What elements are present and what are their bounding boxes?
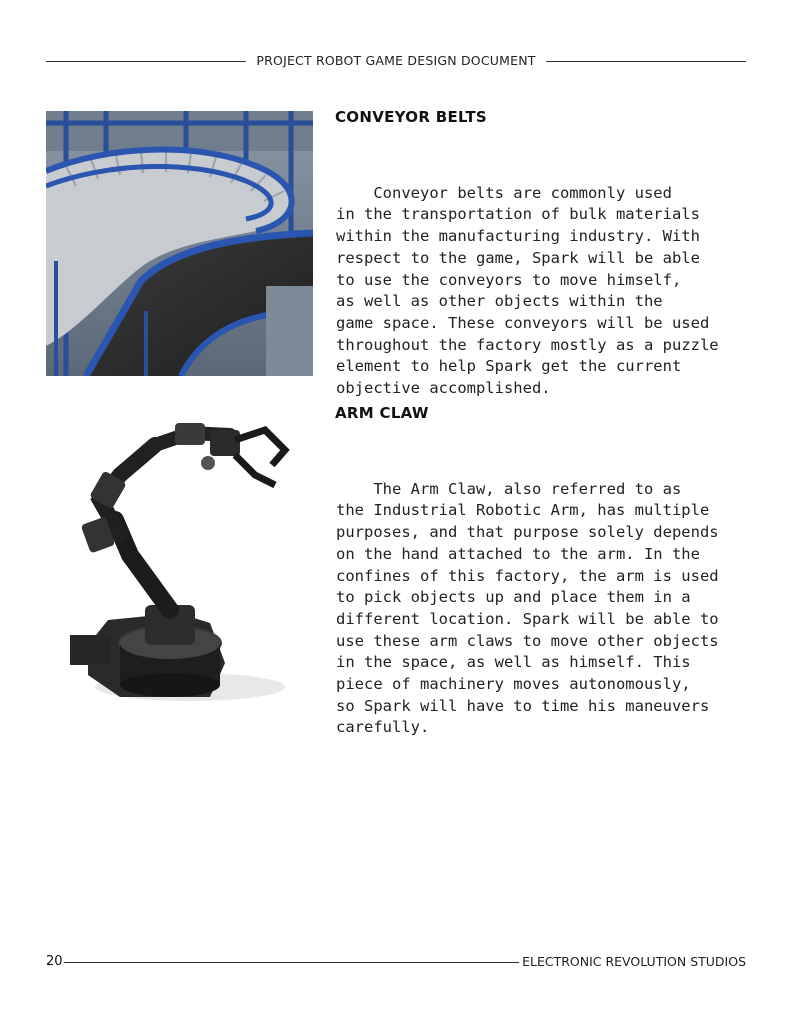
page-number: 20 [46, 954, 63, 969]
conveyor-belt-photo [46, 111, 313, 376]
text-line: element to help Spark get the current [336, 357, 682, 376]
text-line: purposes, and that purpose solely depends [336, 523, 719, 542]
conveyor-belts-text [336, 161, 756, 421]
header-rule-right [546, 61, 746, 62]
text-line: in the space, as well as himself. This [336, 653, 691, 672]
text-line: within the manufacturing industry. With [336, 227, 700, 246]
text-line: use these arm claws to move other objects [336, 631, 719, 650]
text-line: confines of this factory, the arm is used [336, 566, 719, 585]
text-line: the Industrial Robotic Arm, has multiple [336, 501, 710, 520]
text-line: Conveyor belts are commonly used [336, 183, 672, 202]
text-line: carefully. [336, 718, 430, 737]
text-line: to pick objects up and place them in a [336, 588, 691, 607]
text-line: piece of machinery moves autonomously, [336, 675, 691, 694]
studio-name: ELECTRONIC REVOLUTION STUDIOS [522, 954, 746, 969]
text-line: in the transportation of bulk materials [336, 205, 700, 224]
text-line: throughout the factory mostly as a puzzle [336, 335, 719, 354]
text-line: so Spark will have to time his maneuvers [336, 696, 710, 715]
robotic-arm-photo [60, 405, 295, 715]
text-line: as well as other objects within the [336, 292, 663, 311]
document-title: PROJECT ROBOT GAME DESIGN DOCUMENT [256, 53, 536, 68]
page-footer [46, 952, 746, 974]
header-rule-left [46, 61, 246, 62]
page-header [46, 50, 746, 72]
text-line: objective accomplished. [336, 379, 551, 398]
arm-claw-text [336, 457, 756, 761]
text-line: different location. Spark will be able to [336, 609, 719, 628]
text-line: The Arm Claw, also referred to as [336, 479, 682, 498]
text-line: to use the conveyors to move himself, [336, 270, 682, 289]
text-line: respect to the game, Spark will be able [336, 248, 700, 267]
text-line: on the hand attached to the arm. In the [336, 544, 700, 563]
footer-rule [64, 962, 519, 963]
section-heading-conveyor-belts: CONVEYOR BELTS [335, 108, 488, 126]
section-heading-arm-claw: ARM CLAW [335, 404, 429, 422]
text-line: game space. These conveyors will be used [336, 313, 710, 332]
